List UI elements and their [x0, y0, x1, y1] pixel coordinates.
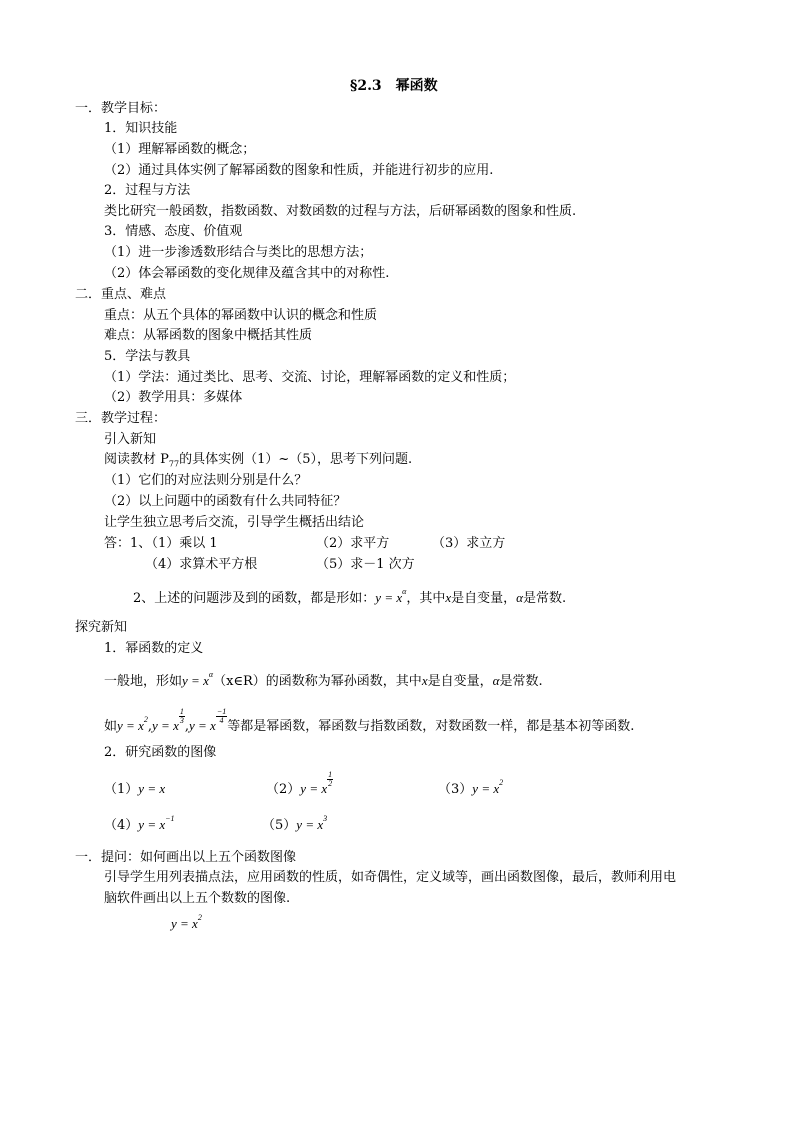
- emotion-item-1: （1）进一步渗透数形结合与类比的思想方法；: [104, 245, 373, 260]
- answer-5: （5）求－1 次方: [316, 557, 415, 572]
- page-number: 77: [168, 459, 180, 469]
- process-text: 类比研究一般函数，指数函数、对数函数的过程与方法，后研幂函数的图象和性质.: [104, 204, 577, 219]
- answer-6-pre: 2、上述的问题涉及到的函数，都是形如：: [133, 591, 376, 606]
- difficulty-text: 难点：从幂函数的图象中概括其性质: [104, 328, 313, 343]
- function-5: $(5)y = x^3$: [262, 813, 328, 833]
- power-formula: $y = x^\alpha$: [375, 586, 407, 605]
- function-4: $(4)y = x^{-1}$: [104, 813, 175, 833]
- example-formula-3: y = x $\frac{-1}{4}$: [188, 707, 227, 733]
- answer-4: （4）求算术平方根: [145, 557, 258, 572]
- answer-3: （3）求立方: [432, 536, 506, 551]
- function-2: （2）y = x $\frac{1}{2}$: [266, 770, 333, 797]
- teaching-tools: （2）教学用具：多媒体: [104, 390, 243, 405]
- function-1: （1）y = x: [104, 781, 166, 797]
- example-formula-2: y = x $\frac{1}{3}$: [152, 707, 184, 733]
- emotion-item-2: （2）体会幂函数的变化规律及蕴含其中的对称性.: [104, 266, 390, 281]
- answer-2: （2）求平方: [316, 536, 390, 551]
- function-3: $(3)y = x^2$: [438, 777, 504, 797]
- teaching-method: （1）学法：通过类比、思考、交流、讨论，理解幂函数的定义和性质；: [104, 370, 516, 385]
- question-2: （2）以上问题中的函数有什么共同特征？: [104, 494, 347, 509]
- discussion-text: 让学生独立思考后交流，引导学生概括出结论: [104, 515, 365, 530]
- section-heading-key-points: 二．重点、难点: [75, 287, 167, 302]
- reading-instruction: [104, 452, 412, 468]
- section-heading-objectives: 一．教学目标：: [75, 101, 167, 116]
- guide-text-2: 脑软件画出以上五个数数的图像.: [104, 891, 291, 906]
- page-title: §2.3 幂函数: [350, 78, 438, 94]
- section-heading-question: 一．提问：如何画出以上五个函数图像: [75, 850, 297, 865]
- knowledge-item-1: （1）理解幂函数的概念；: [104, 142, 256, 157]
- example-formula-1: $y = x^2$: [117, 714, 148, 733]
- section-heading-explore: 探究新知: [75, 620, 128, 635]
- subheading-emotion: 3．情感、态度、价值观: [104, 224, 243, 239]
- reading-text-a: 阅读教材 P: [104, 452, 169, 467]
- intro-new-knowledge: 引入新知: [104, 432, 157, 447]
- reading-text-b: 的具体实例（1）~（5），思考下列问题.: [179, 452, 413, 467]
- knowledge-item-2: （2）通过具体实例了解幂函数的图象和性质，并能进行初步的应用.: [104, 163, 494, 178]
- question-1: （1）它们的对应法则分别是什么？: [104, 473, 308, 488]
- definition-text: 一般地，形如$y = x^\alpha(x\in R)$的函数称为幂孙函数，其中x是自变量，α是常数.: [104, 669, 543, 689]
- subheading-process: 2．过程与方法: [104, 183, 191, 198]
- guide-text-1: 引导学生用列表描点法，应用函数的性质，如奇偶性，定义域等，画出函数图像，最后，教师利用电: [104, 870, 677, 885]
- answer-1: （1）乘以 1: [145, 536, 218, 551]
- subheading-teaching-tools: 5．学法与教具: [104, 349, 191, 364]
- graph-heading: 2．研究函数的图像: [104, 745, 217, 760]
- answer-6: 2、上述的问题涉及到的函数，都是形如：$y = x^\alpha$，其中x是自变量，α是常数.: [133, 586, 567, 606]
- graph-formula-label: $y = x^2$: [171, 912, 202, 931]
- key-point-text: 重点：从五个具体的幂函数中认识的概念和性质: [104, 308, 378, 323]
- definition-heading: 1．幂函数的定义: [104, 641, 204, 656]
- section-heading-process: 三．教学过程：: [75, 411, 167, 426]
- definition-formula: $y = x^\alpha$: [182, 669, 214, 688]
- answer-label: 答：1、: [104, 536, 152, 551]
- subheading-knowledge: 1．知识技能: [104, 121, 178, 136]
- examples-text: 如$y = x^2,y = x$ $\frac{1}{3}$ ,y = x $\frac{-1}{4}$ 等都是幂函数，幂函数与指数函数，对数函数一样，都是基本初等函数.: [104, 707, 635, 734]
